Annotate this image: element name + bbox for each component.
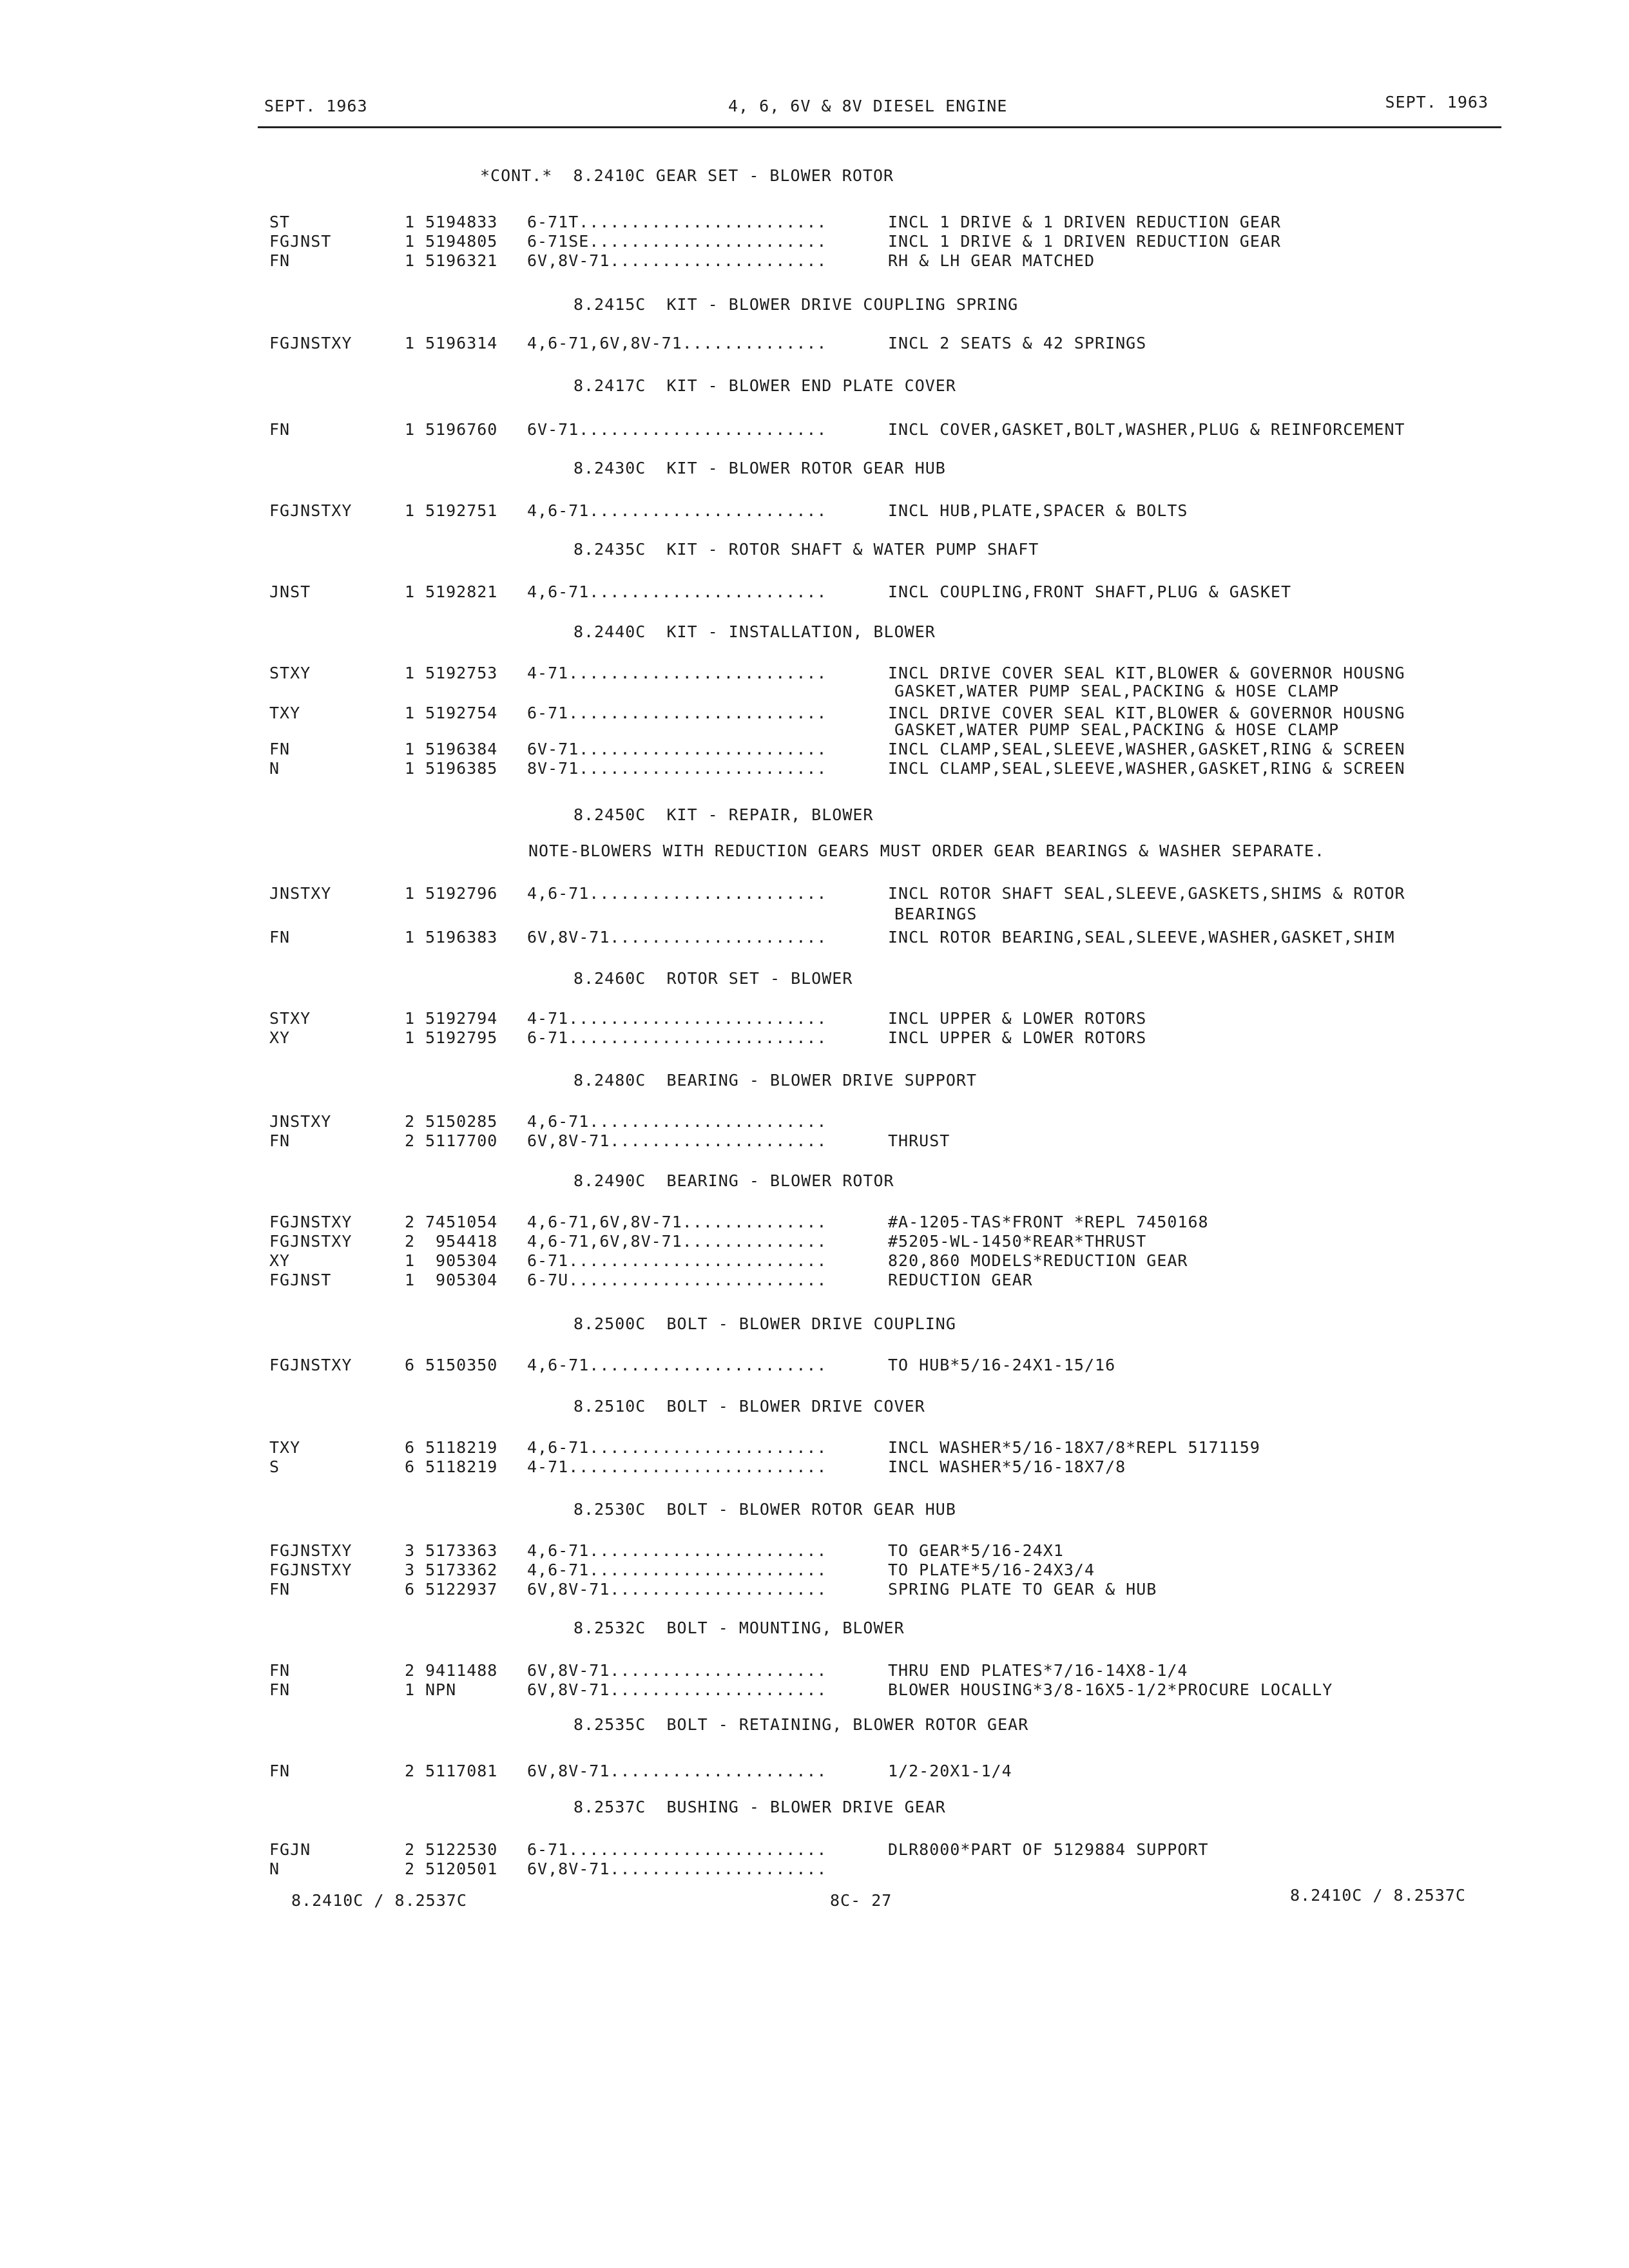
quantity: 2	[405, 1840, 416, 1859]
part-number: 5120501	[425, 1860, 498, 1878]
part-number: 905304	[425, 1251, 498, 1270]
usage-code: JNSTXY	[269, 1112, 332, 1131]
engine-models: 4,6-71,6V,8V-71..............	[527, 334, 827, 352]
quantity: 6	[405, 1580, 416, 1599]
part-number: 5192794	[425, 1009, 498, 1028]
part-number: 5192796	[425, 884, 498, 903]
description: RH & LH GEAR MATCHED	[888, 251, 1095, 270]
section-title: *CONT.* 8.2410C GEAR SET - BLOWER ROTOR	[480, 166, 894, 185]
part-number: 9411488	[425, 1661, 498, 1680]
engine-models: 6-71.........................	[527, 1840, 827, 1859]
quantity: 1	[405, 213, 416, 231]
usage-code: FN	[269, 928, 291, 947]
usage-code: S	[269, 1457, 280, 1476]
description: THRUST	[888, 1131, 950, 1150]
engine-models: 4-71.........................	[527, 1457, 827, 1476]
engine-models: 6V,8V-71.....................	[527, 1661, 827, 1680]
description-continued: BEARINGS	[894, 905, 978, 923]
usage-code: FN	[269, 740, 291, 758]
usage-code: FN	[269, 1580, 291, 1599]
quantity: 3	[405, 1561, 416, 1579]
part-line	[0, 232, 1629, 251]
engine-models: 6V,8V-71.....................	[527, 928, 827, 947]
part-line	[0, 1561, 1629, 1580]
part-number: 954418	[425, 1232, 498, 1251]
usage-code: FGJNSTXY	[269, 334, 352, 352]
description: INCL COVER,GASKET,BOLT,WASHER,PLUG & REINFORCEMENT	[888, 420, 1405, 439]
part-line	[0, 1661, 1629, 1680]
quantity: 1	[405, 1271, 416, 1289]
usage-code: STXY	[269, 1009, 311, 1028]
engine-models: 6-7U.........................	[527, 1271, 827, 1289]
engine-models: 6V,8V-71.....................	[527, 251, 827, 270]
usage-code: N	[269, 1860, 280, 1878]
header-date-right: SEPT. 1963	[1385, 93, 1489, 111]
section-title: 8.2440C KIT - INSTALLATION, BLOWER	[574, 622, 936, 641]
description: INCL DRIVE COVER SEAL KIT,BLOWER & GOVERNOR HOUSNG	[888, 704, 1405, 722]
quantity: 1	[405, 334, 416, 352]
description: INCL UPPER & LOWER ROTORS	[888, 1028, 1147, 1047]
usage-code: FN	[269, 251, 291, 270]
engine-models: 6V,8V-71.....................	[527, 1680, 827, 1699]
usage-code: JNSTXY	[269, 884, 332, 903]
part-number: NPN	[425, 1680, 498, 1699]
footer-range-left: 8.2410C / 8.2537C	[291, 1891, 467, 1910]
part-line	[0, 1541, 1629, 1561]
part-line	[0, 1112, 1629, 1131]
part-number: 5118219	[425, 1457, 498, 1476]
section-title: 8.2490C BEARING - BLOWER ROTOR	[574, 1171, 894, 1190]
part-number: 5196384	[425, 740, 498, 758]
description: INCL ROTOR BEARING,SEAL,SLEEVE,WASHER,GASKET,SHIM	[888, 928, 1395, 947]
description: 1/2-20X1-1/4	[888, 1762, 1012, 1780]
part-number: 5117081	[425, 1762, 498, 1780]
section-title: 8.2532C BOLT - MOUNTING, BLOWER	[574, 1619, 905, 1637]
section-title: 8.2450C KIT - REPAIR, BLOWER	[574, 805, 874, 824]
description: INCL CLAMP,SEAL,SLEEVE,WASHER,GASKET,RING & SCREEN	[888, 740, 1405, 758]
section-title: 8.2530C BOLT - BLOWER ROTOR GEAR HUB	[574, 1500, 956, 1519]
quantity: 1	[405, 1028, 416, 1047]
part-line	[0, 1356, 1629, 1375]
part-number: 5194805	[425, 232, 498, 251]
usage-code: FGJNSTXY	[269, 1561, 352, 1579]
quantity: 1	[405, 582, 416, 601]
header-title: 4, 6, 6V & 8V DIESEL ENGINE	[728, 97, 1008, 115]
engine-models: 6-71.........................	[527, 1028, 827, 1047]
usage-code: ST	[269, 213, 291, 231]
usage-code: XY	[269, 1251, 291, 1270]
quantity: 1	[405, 1251, 416, 1270]
part-line	[0, 1457, 1629, 1477]
part-line	[0, 582, 1629, 602]
usage-code: FN	[269, 420, 291, 439]
description: DLR8000*PART OF 5129884 SUPPORT	[888, 1840, 1209, 1859]
part-number: 5117700	[425, 1131, 498, 1150]
part-line	[0, 1213, 1629, 1232]
part-line	[0, 420, 1629, 439]
quantity: 2	[405, 1112, 416, 1131]
usage-code: TXY	[269, 704, 301, 722]
part-number: 905304	[425, 1271, 498, 1289]
engine-models: 4-71.........................	[527, 664, 827, 682]
part-line	[0, 884, 1629, 903]
engine-models: 4,6-71.......................	[527, 1561, 827, 1579]
description: TO HUB*5/16-24X1-15/16	[888, 1356, 1116, 1374]
part-number: 5192795	[425, 1028, 498, 1047]
description: BLOWER HOUSING*3/8-16X5-1/2*PROCURE LOCALLY	[888, 1680, 1333, 1699]
description-continued: GASKET,WATER PUMP SEAL,PACKING & HOSE CLAMP	[894, 682, 1340, 700]
engine-models: 6-71SE.......................	[527, 232, 827, 251]
part-number: 5122530	[425, 1840, 498, 1859]
quantity: 1	[405, 420, 416, 439]
usage-code: FGJN	[269, 1840, 311, 1859]
quantity: 2	[405, 1762, 416, 1780]
engine-models: 4,6-71,6V,8V-71..............	[527, 1232, 827, 1251]
part-number: 5192821	[425, 582, 498, 601]
part-line	[0, 1009, 1629, 1028]
part-line	[0, 1580, 1629, 1599]
part-number: 5196383	[425, 928, 498, 947]
part-line	[0, 1438, 1629, 1457]
usage-code: FGJNSTXY	[269, 1541, 352, 1560]
part-number: 5192751	[425, 501, 498, 520]
usage-code: XY	[269, 1028, 291, 1047]
description: SPRING PLATE TO GEAR & HUB	[888, 1580, 1157, 1599]
part-line	[0, 251, 1629, 271]
description: INCL CLAMP,SEAL,SLEEVE,WASHER,GASKET,RING & SCREEN	[888, 759, 1405, 778]
part-line	[0, 1232, 1629, 1251]
usage-code: FGJNST	[269, 232, 332, 251]
page-header	[258, 93, 1501, 122]
section-title: 8.2535C BOLT - RETAINING, BLOWER ROTOR GEAR	[574, 1715, 1029, 1734]
section-title: 8.2510C BOLT - BLOWER DRIVE COVER	[574, 1397, 925, 1416]
footer-range-right: 8.2410C / 8.2537C	[1290, 1886, 1466, 1905]
usage-code: JNST	[269, 582, 311, 601]
quantity: 1	[405, 664, 416, 682]
description: INCL WASHER*5/16-18X7/8	[888, 1457, 1126, 1476]
engine-models: 6V-71........................	[527, 420, 827, 439]
part-line	[0, 1840, 1629, 1860]
description: INCL 1 DRIVE & 1 DRIVEN REDUCTION GEAR	[888, 232, 1281, 251]
part-number: 5196314	[425, 334, 498, 352]
section-title: 8.2480C BEARING - BLOWER DRIVE SUPPORT	[574, 1071, 977, 1090]
engine-models: 6V-71........................	[527, 740, 827, 758]
part-number: 5150350	[425, 1356, 498, 1374]
section-title: 8.2430C KIT - BLOWER ROTOR GEAR HUB	[574, 459, 946, 477]
page-number: 8C- 27	[830, 1891, 892, 1910]
quantity: 6	[405, 1457, 416, 1476]
description: TO PLATE*5/16-24X3/4	[888, 1561, 1095, 1579]
section-title: 8.2500C BOLT - BLOWER DRIVE COUPLING	[574, 1314, 956, 1333]
description: INCL UPPER & LOWER ROTORS	[888, 1009, 1147, 1028]
description: TO GEAR*5/16-24X1	[888, 1541, 1064, 1560]
part-line	[0, 928, 1629, 947]
usage-code: FN	[269, 1680, 291, 1699]
part-number: 5122937	[425, 1580, 498, 1599]
section-title: 8.2460C ROTOR SET - BLOWER	[574, 969, 853, 988]
engine-models: 6V,8V-71.....................	[527, 1131, 827, 1150]
part-line	[0, 1762, 1629, 1781]
description: INCL DRIVE COVER SEAL KIT,BLOWER & GOVERNOR HOUSNG	[888, 664, 1405, 682]
quantity: 1	[405, 704, 416, 722]
engine-models: 8V-71........................	[527, 759, 827, 778]
part-number: 7451054	[425, 1213, 498, 1231]
engine-models: 6-71.........................	[527, 704, 827, 722]
section-title: 8.2415C KIT - BLOWER DRIVE COUPLING SPRING	[574, 295, 1019, 314]
part-number: 5192753	[425, 664, 498, 682]
engine-models: 4,6-71.......................	[527, 1356, 827, 1374]
engine-models: 4-71.........................	[527, 1009, 827, 1028]
engine-models: 6V,8V-71.....................	[527, 1860, 827, 1878]
engine-models: 4,6-71,6V,8V-71..............	[527, 1213, 827, 1231]
quantity: 2	[405, 1661, 416, 1680]
quantity: 1	[405, 501, 416, 520]
description: INCL WASHER*5/16-18X7/8*REPL 5171159	[888, 1438, 1260, 1457]
quantity: 2	[405, 1860, 416, 1878]
part-number: 5194833	[425, 213, 498, 231]
usage-code: FGJNSTXY	[269, 501, 352, 520]
description-continued: GASKET,WATER PUMP SEAL,PACKING & HOSE CLAMP	[894, 720, 1340, 739]
part-number: 5196321	[425, 251, 498, 270]
description: INCL 2 SEATS & 42 SPRINGS	[888, 334, 1147, 352]
header-date-left: SEPT. 1963	[264, 97, 368, 115]
usage-code: FN	[269, 1661, 291, 1680]
section-note: NOTE-BLOWERS WITH REDUCTION GEARS MUST ORDER GEAR BEARINGS & WASHER SEPARATE.	[528, 841, 1325, 860]
engine-models: 4,6-71.......................	[527, 501, 827, 520]
part-number: 5173363	[425, 1541, 498, 1560]
part-number: 5196760	[425, 420, 498, 439]
quantity: 1	[405, 1009, 416, 1028]
header-rule	[258, 126, 1501, 128]
description: INCL ROTOR SHAFT SEAL,SLEEVE,GASKETS,SHIMS & ROTOR	[888, 884, 1405, 903]
part-number: 5173362	[425, 1561, 498, 1579]
engine-models: 6-71T........................	[527, 213, 827, 231]
description: REDUCTION GEAR	[888, 1271, 1033, 1289]
part-line	[0, 704, 1629, 723]
quantity: 2	[405, 1232, 416, 1251]
usage-code: FGJNSTXY	[269, 1213, 352, 1231]
engine-models: 6V,8V-71.....................	[527, 1580, 827, 1599]
part-number: 5196385	[425, 759, 498, 778]
usage-code: FGJNSTXY	[269, 1356, 352, 1374]
part-line	[0, 1131, 1629, 1151]
quantity: 1	[405, 1680, 416, 1699]
description: 820,860 MODELS*REDUCTION GEAR	[888, 1251, 1188, 1270]
usage-code: FN	[269, 1131, 291, 1150]
part-line	[0, 1860, 1629, 1879]
usage-code: FN	[269, 1762, 291, 1780]
part-line	[0, 1680, 1629, 1700]
page-footer	[0, 1886, 1629, 1917]
description: #5205-WL-1450*REAR*THRUST	[888, 1232, 1147, 1251]
part-line	[0, 664, 1629, 683]
engine-models: 4,6-71.......................	[527, 582, 827, 601]
quantity: 2	[405, 1213, 416, 1231]
usage-code: TXY	[269, 1438, 301, 1457]
section-title: 8.2537C BUSHING - BLOWER DRIVE GEAR	[574, 1798, 946, 1816]
quantity: 3	[405, 1541, 416, 1560]
quantity: 2	[405, 1131, 416, 1150]
quantity: 1	[405, 251, 416, 270]
quantity: 1	[405, 759, 416, 778]
engine-models: 4,6-71.......................	[527, 1112, 827, 1131]
engine-models: 4,6-71.......................	[527, 1541, 827, 1560]
description: INCL HUB,PLATE,SPACER & BOLTS	[888, 501, 1188, 520]
quantity: 1	[405, 928, 416, 947]
engine-models: 6-71.........................	[527, 1251, 827, 1270]
usage-code: STXY	[269, 664, 311, 682]
usage-code: FGJNST	[269, 1271, 332, 1289]
description: #A-1205-TAS*FRONT *REPL 7450168	[888, 1213, 1209, 1231]
engine-models: 4,6-71.......................	[527, 1438, 827, 1457]
part-number: 5192754	[425, 704, 498, 722]
part-line	[0, 1251, 1629, 1271]
section-title: 8.2417C KIT - BLOWER END PLATE COVER	[574, 376, 956, 395]
quantity: 6	[405, 1438, 416, 1457]
part-line	[0, 213, 1629, 232]
part-number: 5150285	[425, 1112, 498, 1131]
part-line	[0, 501, 1629, 521]
part-line	[0, 1028, 1629, 1048]
part-number: 5118219	[425, 1438, 498, 1457]
part-line	[0, 740, 1629, 759]
description: INCL COUPLING,FRONT SHAFT,PLUG & GASKET	[888, 582, 1291, 601]
engine-models: 4,6-71.......................	[527, 884, 827, 903]
section-title: 8.2435C KIT - ROTOR SHAFT & WATER PUMP SHAFT	[574, 540, 1039, 559]
quantity: 1	[405, 232, 416, 251]
quantity: 1	[405, 740, 416, 758]
usage-code: N	[269, 759, 280, 778]
description: THRU END PLATES*7/16-14X8-1/4	[888, 1661, 1188, 1680]
part-line	[0, 334, 1629, 353]
quantity: 6	[405, 1356, 416, 1374]
engine-models: 6V,8V-71.....................	[527, 1762, 827, 1780]
quantity: 1	[405, 884, 416, 903]
usage-code: FGJNSTXY	[269, 1232, 352, 1251]
description: INCL 1 DRIVE & 1 DRIVEN REDUCTION GEAR	[888, 213, 1281, 231]
part-line	[0, 1271, 1629, 1290]
part-line	[0, 759, 1629, 778]
